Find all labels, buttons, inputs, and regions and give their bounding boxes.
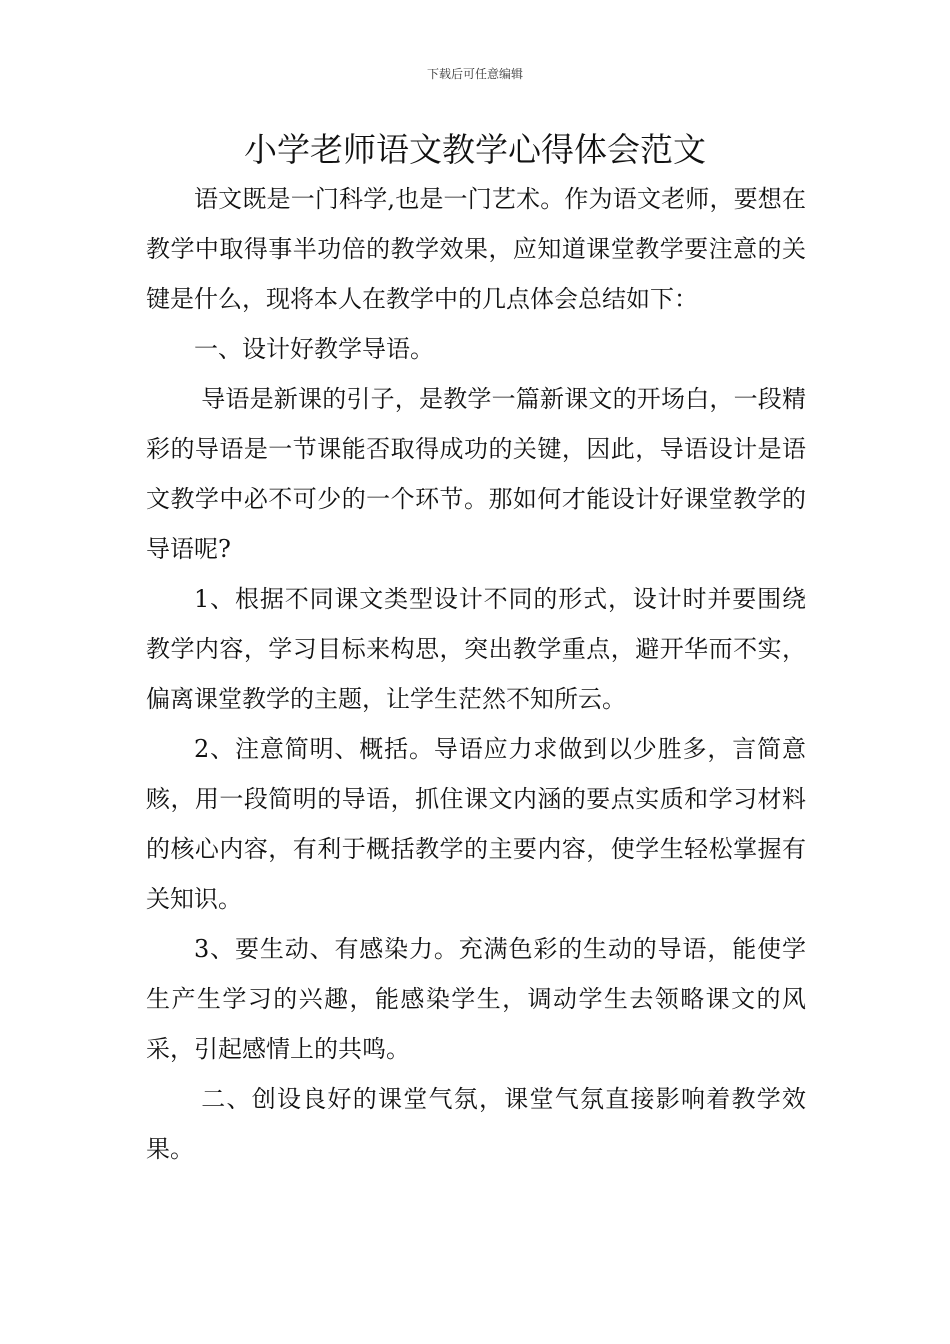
point-3-paragraph: 3、要生动、有感染力。充满色彩的生动的导语，能使学生产生学习的兴趣，能感染学生，调动学生去领略课文的风采，引起感情上的共鸣。 <box>146 935 806 1063</box>
point-1-paragraph: 1、根据不同课文类型设计不同的形式，设计时并要围绕教学内容，学习目标来构思，突出教学重点，避开华而不实，偏离课堂教学的主题，让学生茫然不知所云。 <box>146 585 806 713</box>
intro-paragraph: 语文既是一门科学,也是一门艺术。作为语文老师，要想在教学中取得事半功倍的教学效果，应知道课堂教学要注意的关键是什么，现将本人在教学中的几点体会总结如下： <box>146 185 806 313</box>
paragraph-daoyu: 导语是新课的引子，是教学一篇新课文的开场白，一段精彩的导语是一节课能否取得成功的关键，因此，导语设计是语文教学中必不可少的一个环节。那如何才能设计好课堂教学的导语呢? <box>146 385 806 563</box>
point-2-paragraph: 2、注意简明、概括。导语应力求做到以少胜多，言简意赅，用一段简明的导语，抓住课文内涵的要点实质和学习材料的核心内容，有利于概括教学的主要内容，使学生轻松掌握有关知识。 <box>146 735 806 913</box>
section-heading-1: 一、设计好教学导语。 <box>194 335 434 363</box>
section-heading-2: 二、创设良好的课堂气氛，课堂气氛直接影响着教学效果。 <box>146 1085 806 1163</box>
document-body <box>146 174 806 1174</box>
header-note: 下载后可任意编辑 <box>426 67 523 81</box>
document-title: 小学老师语文教学心得体会范文 <box>244 130 706 169</box>
